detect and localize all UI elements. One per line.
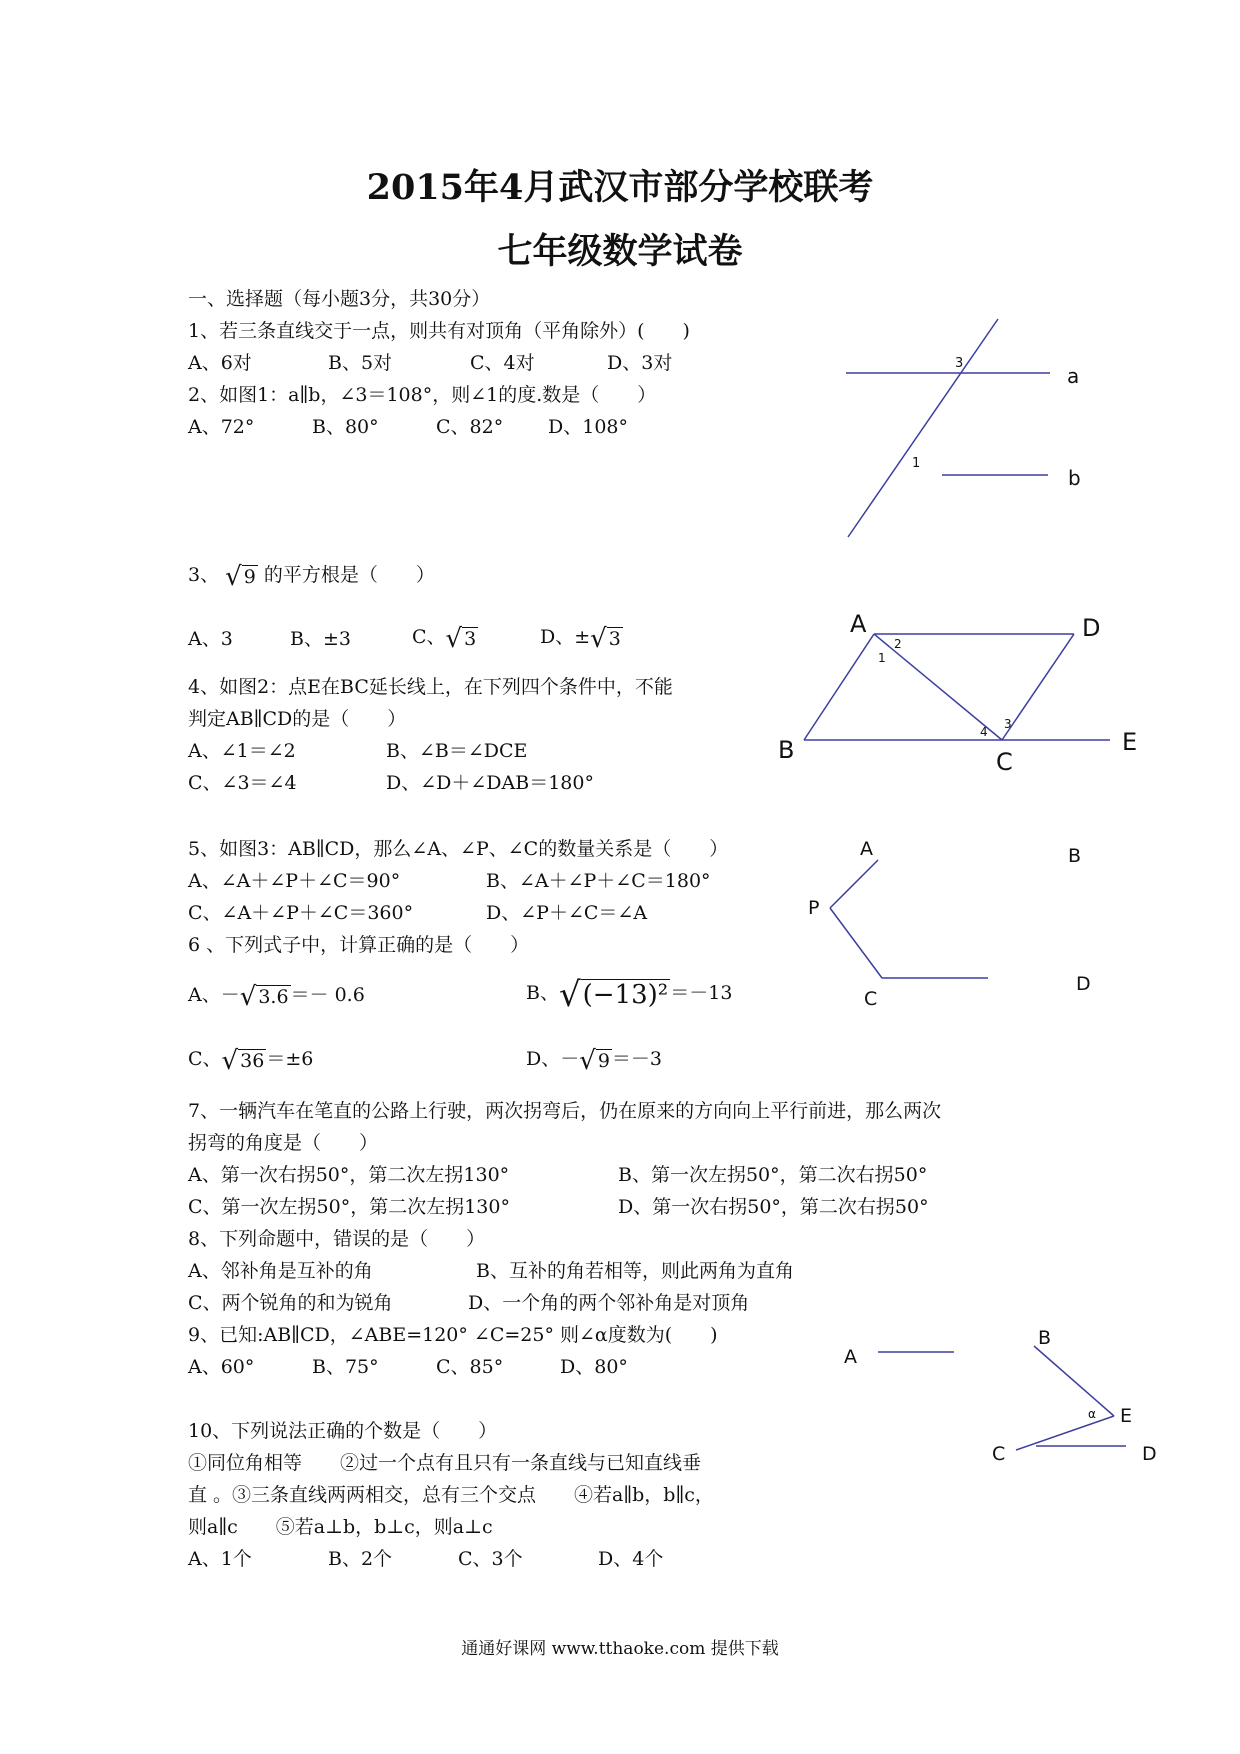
transversal-line: [848, 319, 998, 537]
q4-stem-line1: 4、如图2：点E在BC延长线上，在下列四个条件中，不能: [188, 676, 673, 698]
q6-option-b-rest: ＝－13: [670, 982, 733, 1004]
q5-option-d: D、∠P＋∠C＝∠A: [486, 902, 648, 924]
label-D: D: [1076, 973, 1091, 995]
segment-pc: [830, 908, 882, 978]
label-angle-1: 1: [912, 456, 921, 471]
q6-option-c-prefix: C、: [188, 1048, 222, 1070]
q6-option-a-rest: ＝－ 0.6: [290, 984, 365, 1006]
page-footer: 通通好课网 www.tthaoke.com 提供下载: [461, 1639, 779, 1659]
q9-option-a: A、60°: [188, 1356, 255, 1378]
q2-option-c: C、82°: [436, 416, 504, 438]
q2-option-a: A、72°: [188, 416, 255, 438]
q1-option-d: D、3对: [607, 352, 673, 374]
q4-option-a: A、∠1＝∠2: [188, 740, 296, 762]
q3-option-d-sqrt: √ 3: [590, 623, 621, 654]
q10-option-b: B、2个: [328, 1548, 393, 1570]
q8-option-a: A、邻补角是互补的角: [188, 1260, 373, 1282]
q8-stem: 8、下列命题中，错误的是（ ）: [188, 1228, 486, 1250]
q9-stem: 9、已知:AB∥CD，∠ABE=120° ∠C=25° 则∠α度数为( ): [188, 1324, 718, 1346]
q2-option-d: D、108°: [548, 416, 628, 438]
q3-option-d-prefix: D、±: [540, 626, 591, 648]
q6-option-d-prefix: D、－: [526, 1048, 580, 1070]
q5-option-c: C、∠A＋∠P＋∠C＝360°: [188, 902, 414, 924]
label-B: B: [1068, 845, 1082, 867]
q9-option-b: B、75°: [312, 1356, 379, 1378]
q1-option-a: A、6对: [188, 352, 252, 374]
segment-ec: [1016, 1416, 1114, 1450]
q6-option-d-rest: ＝－3: [611, 1048, 662, 1070]
label-D: D: [1142, 1443, 1157, 1465]
label-C: C: [864, 988, 878, 1010]
label-A: A: [850, 610, 867, 638]
q3-option-b: B、±3: [290, 628, 351, 650]
q5-option-a: A、∠A＋∠P＋∠C＝90°: [188, 870, 401, 892]
figure-4-angle-alpha: [830, 1320, 1190, 1480]
q3-stem: [188, 562, 435, 590]
label-B: B: [1038, 1327, 1052, 1349]
q3-number: 3、: [188, 564, 220, 586]
q3-option-c: [412, 624, 478, 652]
q2-option-b: B、80°: [312, 416, 379, 438]
q8-option-d: D、一个角的两个邻补角是对顶角: [468, 1292, 750, 1314]
q3-option-c-sqrt: √ 3: [445, 623, 477, 654]
q10-option-c: C、3个: [458, 1548, 523, 1570]
q6-stem: 6 、下列式子中，计算正确的是（ ）: [188, 934, 530, 956]
q8-option-b: B、互补的角若相等，则此两角为直角: [476, 1260, 794, 1282]
q4-option-c: C、∠3＝∠4: [188, 772, 297, 794]
q6-option-c: [188, 1046, 313, 1074]
q10-option-d: D、4个: [598, 1548, 664, 1570]
q7-option-d: D、第一次右拐50°，第二次右拐50°: [618, 1196, 929, 1218]
q3-rest: 的平方根是（ ）: [263, 564, 435, 586]
q2-stem: 2、如图1：a∥b，∠3＝108°，则∠1的度.数是（ ）: [188, 384, 657, 406]
q6-option-a-prefix: A、－: [188, 984, 240, 1006]
segment-be: [1034, 1346, 1114, 1416]
q4-stem-line2: 判定AB∥CD的是（ ）: [188, 708, 407, 730]
q10-statement-line1: ①同位角相等 ②过一个点有且只有一条直线与已知直线垂: [188, 1452, 702, 1474]
label-E: E: [1120, 1405, 1133, 1427]
q8-option-c: C、两个锐角的和为锐角: [188, 1292, 393, 1314]
exam-title-line2: 七年级数学试卷: [497, 231, 743, 272]
q9-option-c: C、85°: [436, 1356, 504, 1378]
q3-option-c-radicand: 3: [464, 627, 477, 650]
label-angle-3: 3: [1004, 717, 1012, 731]
label-a: a: [1067, 364, 1080, 388]
q10-option-a: A、1个: [188, 1548, 252, 1570]
q1-stem: 1、若三条直线交于一点，则共有对顶角（平角除外）( ): [188, 320, 690, 342]
q1-option-b: B、5对: [328, 352, 393, 374]
figure-3-parallel-with-point: [790, 830, 1120, 1020]
q5-option-b: B、∠A＋∠P＋∠C＝180°: [486, 870, 711, 892]
label-alpha: α: [1088, 1407, 1096, 1421]
label-E: E: [1122, 728, 1138, 756]
segment-ab: [804, 634, 874, 740]
q6-option-a: [188, 982, 365, 1010]
q7-stem-line2: 拐弯的角度是（ ）: [188, 1132, 379, 1154]
figure-1-parallel-lines: [830, 315, 1130, 545]
q7-stem-line1: 7、一辆汽车在笔直的公路上行驶，两次拐弯后，仍在原来的方向向上平行前进，那么两次: [188, 1100, 942, 1122]
label-angle-3: 3: [955, 356, 964, 371]
label-P: P: [808, 897, 820, 919]
label-b: b: [1068, 466, 1081, 490]
label-A: A: [860, 838, 873, 860]
q6-option-c-sqrt: √ 36: [221, 1045, 265, 1076]
q3-sqrt: √ 9: [225, 561, 256, 592]
q3-option-d: [540, 624, 623, 652]
q6-option-a-radicand: 3.6: [258, 985, 289, 1008]
label-A: A: [844, 1346, 857, 1368]
exam-title-line1: 2015年4月武汉市部分学校联考: [366, 167, 874, 208]
q1-option-c: C、4对: [470, 352, 535, 374]
q6-option-b-sqrt: √(−13)²: [558, 974, 669, 1015]
q9-option-d: D、80°: [560, 1356, 628, 1378]
label-C: C: [992, 1443, 1006, 1465]
q7-option-c: C、第一次左拐50°，第二次左拐130°: [188, 1196, 510, 1218]
q6-option-b-radicand: (−13)²: [582, 979, 669, 1010]
label-D: D: [1082, 614, 1101, 642]
q6-option-b-prefix: B、: [526, 982, 559, 1004]
q6-option-c-radicand: 36: [240, 1049, 265, 1072]
q3-option-a: A、3: [188, 628, 233, 650]
q3-option-c-prefix: C、: [412, 626, 446, 648]
q4-option-d: D、∠D＋∠DAB＝180°: [386, 772, 594, 794]
q4-option-b: B、∠B＝∠DCE: [386, 740, 528, 762]
label-angle-2: 2: [894, 637, 902, 651]
q6-option-a-sqrt: √ 3.6: [239, 981, 289, 1012]
label-B: B: [778, 736, 795, 764]
label-angle-4: 4: [980, 725, 988, 739]
section-choice-header: 一、选择题（每小题3分，共30分）: [188, 288, 491, 310]
q6-option-d: [526, 1046, 662, 1074]
figure-2-quadrilateral: [770, 600, 1170, 780]
segment-dc: [1002, 634, 1074, 740]
q7-option-a: A、第一次右拐50°，第二次左拐130°: [188, 1164, 510, 1186]
q3-radicand: 9: [243, 565, 256, 588]
label-angle-1: 1: [878, 651, 886, 665]
q10-statement-line3: 则a∥c ⑤若a⊥b，b⊥c，则a⊥c: [188, 1516, 493, 1538]
q10-stem: 10、下列说法正确的个数是（ ）: [188, 1420, 498, 1442]
q6-option-c-rest: ＝±6: [266, 1048, 314, 1070]
segment-pa: [830, 860, 878, 908]
q6-option-d-sqrt: √ 9: [579, 1045, 610, 1076]
q5-stem: 5、如图3：AB∥CD，那么∠A、∠P、∠C的数量关系是（ ）: [188, 838, 729, 860]
q6-option-b: [526, 974, 733, 1015]
q6-option-d-radicand: 9: [597, 1049, 610, 1072]
q7-option-b: B、第一次左拐50°，第二次右拐50°: [618, 1164, 928, 1186]
q3-option-d-radicand: 3: [608, 627, 621, 650]
label-C: C: [996, 748, 1013, 776]
q10-statement-line2: 直 。③三条直线两两相交，总有三个交点 ④若a∥b，b∥c，: [188, 1484, 714, 1506]
